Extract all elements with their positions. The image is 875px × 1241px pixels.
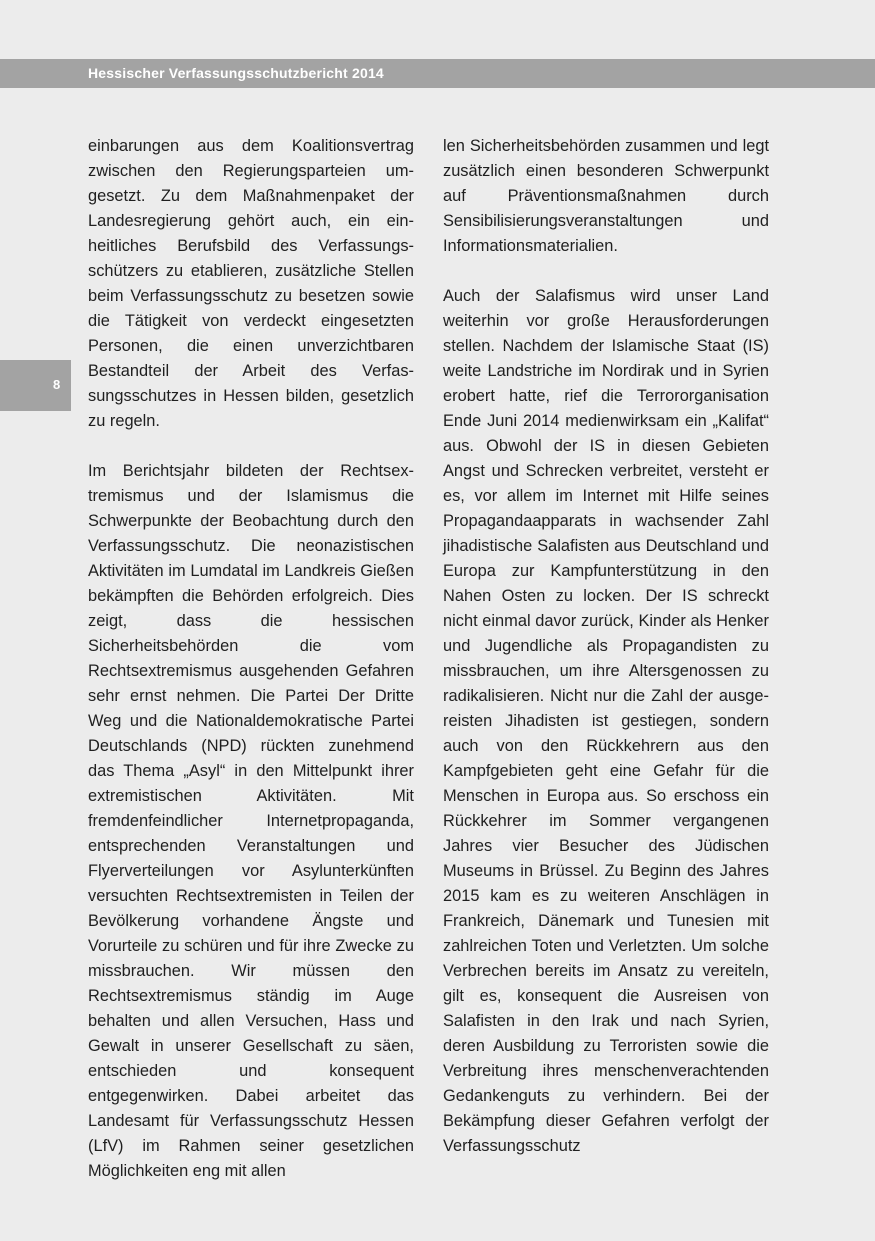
paragraph: Auch der Salafismus wird unser Land weiterhin vor große Herausforderungen stellen. Nachdem der Islamische Staat (IS) weite Landstriche im Nordirak und in Syrien erobert hatte, rief die Terrororganisation Ende Juni 2014 medienwirksam ein „Kalifat“ aus. Obwohl der IS in diesen Gebieten Angst und Schrecken verbreitet, versteht er es, vor allem im Internet mit Hilfe seines Propagandaapparats in wachsender Zahl jihadistische Salafisten aus Deutschland und Europa zur Kampfunterstützung in den Nahen Osten zu locken. Der IS schreckt nicht einmal davor zurück, Kinder als Henker und Jugendliche als Propagandisten zu missbrauchen, um ihre Altersgenossen zu radikalisieren. Nicht nur die Zahl der ausgereisten Jihadisten ist gestiegen, sondern auch von den Rückkehrern aus den Kampfgebieten geht eine Gefahr für die Menschen in Europa aus. So erschoss ein Rückkehrer im Sommer vergangenen Jahres vier Besucher des Jüdischen Museums in Brüssel. Zu Beginn des Jahres 2015 kam es zu weiteren Anschlägen in Frankreich, Dänemark und Tunesien mit zahlreichen Toten und Verletzten. Um solche Verbrechen bereits im Ansatz zu vereiteln, gilt es, konsequent die Ausreisen von Salafisten in den Irak und nach Syrien, deren Ausbildung zu Terroristen sowie die Verbreitung ihres menschenverachtenden Gedankenguts zu verhindern. Bei der Bekämpfung dieser Gefahren verfolgt der Verfassungsschutz — [443, 287, 769, 1155]
paragraph: len Sicherheitsbehörden zusammen und legt zusätzlich einen besonderen Schwerpunkt auf Präventionsmaßnahmen durch Sensibilisierungsveranstaltungen und Informationsmaterialien. — [443, 137, 769, 255]
page-number: 8 — [53, 377, 61, 392]
page-number-tab — [0, 360, 71, 411]
header-title: Hessischer Verfassungsschutzbericht 2014 — [88, 65, 384, 81]
text-column-left — [88, 134, 414, 1209]
paragraph: einbarungen aus dem Koalitionsvertrag zwischen den Regierungsparteien umgesetzt. Zu dem Maßnahmenpaket der Landesregierung gehört auch, ein einheitliches Berufsbild des Verfassungsschützers zu etablieren, zusätzliche Stellen beim Verfassungsschutz zu besetzen sowie die Tätigkeit von verdeckt eingesetzten Personen, die einen unverzichtbaren Bestandteil der Arbeit des Verfassungsschutzes in Hessen bilden, gesetzlich zu regeln. — [88, 137, 414, 430]
paragraph: Im Berichtsjahr bildeten der Rechtsextremismus und der Islamismus die Schwerpunkte der Beobachtung durch den Verfassungsschutz. Die neonazistischen Aktivitäten im Lumdatal im Landkreis Gießen bekämpften die Behörden erfolgreich. Dies zeigt, dass die hessischen Sicherheitsbehörden die vom Rechtsextremismus ausgehenden Gefahren sehr ernst nehmen. Die Partei Der Dritte Weg und die Nationaldemokratische Partei Deutschlands (NPD) rückten zunehmend das Thema „Asyl“ in den Mittelpunkt ihrer extremistischen Aktivitäten. Mit fremdenfeindlicher Internetpropaganda, entsprechenden Veranstaltungen und Flyerverteilungen vor Asylunterkünften versuchten Rechtsextremisten in Teilen der Bevölkerung vorhandene Ängste und Vorurteile zu schüren und für ihre Zwecke zu missbrauchen. Wir müssen den Rechtsextremismus ständig im Auge behalten und allen Versuchen, Hass und Gewalt in unserer Gesellschaft zu säen, entschieden und konsequent entgegenwirken. Dabei arbeitet das Landesamt für Verfassungsschutz Hessen (LfV) im Rahmen seiner gesetzlichen Möglichkeiten eng mit allen — [88, 462, 414, 1180]
running-header — [0, 59, 875, 88]
text-column-right — [443, 134, 769, 1184]
